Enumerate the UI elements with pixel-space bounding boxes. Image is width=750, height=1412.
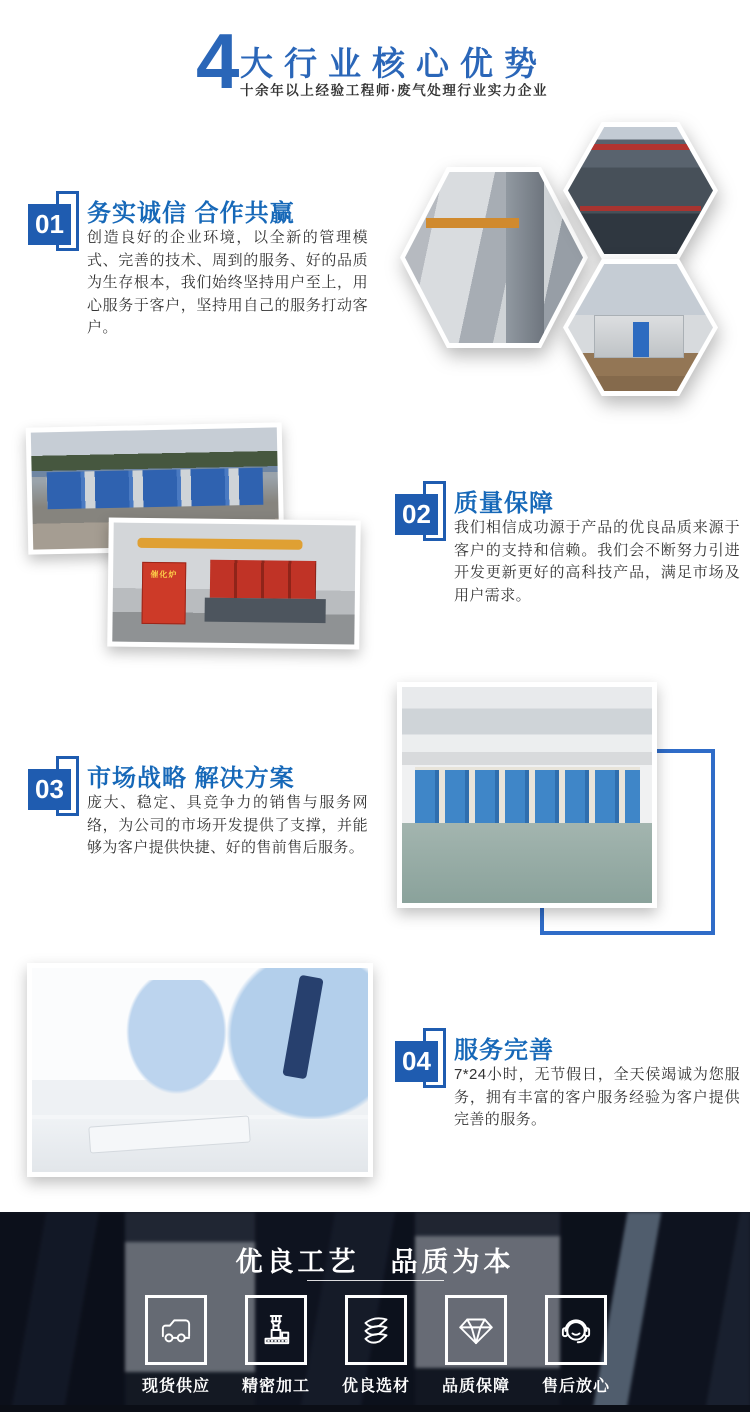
photo-detail [138,538,303,550]
machining-icon [255,1309,297,1351]
photo-detail [580,144,702,150]
feature-precision-machining [241,1295,310,1396]
customer-service-photo [27,963,373,1177]
photo-detail [633,322,649,356]
bottom-strip [0,1405,750,1412]
headset-icon [555,1309,597,1351]
header-subtitle: 十余年以上经验工程师·废气处理行业实力企业 [240,83,549,98]
feature-quality-guarantee [441,1295,510,1396]
photo-detail [210,559,317,598]
advantage-body: 创造良好的企业环境，以全新的管理模式、完善的技术、周到的服务、好的品质为生存根本，我们始终坚持用户至上，用心服务于客户，坚持用自己的服务打动客户。 [87,229,368,336]
diamond-icon [455,1309,497,1351]
feature-label: 售后放心 [541,1378,610,1395]
photo-image [112,523,355,645]
advantage-body: 庞大、稳定、具竞争力的销售与服务网络，为公司的市场开发提供了支撑，并能够为客户提供快捷、好的售前售后服务。 [87,794,368,856]
photo-detail [204,597,325,622]
advantage-number: 02 [395,494,438,535]
advantage-title: 质量保障 [454,490,554,517]
photo-detail [415,767,640,823]
feature-label: 品质保障 [441,1378,510,1395]
feature-box [245,1295,307,1365]
advantage-body: 我们相信成功源于产品的优良品质来源于客户的支持和信赖。我们会不断努力引进开发更新更好的高科技产品，满足市场及用户需求。 [454,519,740,604]
photo-image [32,968,368,1172]
hexagon-frame [400,167,588,348]
feature-list [141,1295,610,1396]
baghouse-photo [568,127,713,254]
photo-detail [402,823,652,903]
feature-label: 精密加工 [241,1378,310,1395]
advantage-number: 01 [28,204,71,245]
equipment-photo-hexagon-1 [400,167,588,348]
header-big-number: 4 [196,17,240,105]
feature-stock-supply [141,1295,210,1396]
hexagon-frame [563,122,718,259]
photo-image [402,687,652,903]
advantage-title: 服务完善 [454,1037,554,1064]
truck-icon [155,1309,197,1351]
photo-detail [119,980,233,1102]
feature-quality-materials [341,1295,410,1396]
feature-box [345,1295,407,1365]
feature-box [445,1295,507,1365]
feature-after-sales [541,1295,610,1396]
photo-detail [426,218,519,228]
site-photo-spray-booth [397,682,657,908]
photo-detail [506,172,543,343]
feature-box [545,1295,607,1365]
quality-banner [0,1212,750,1412]
advantage-number: 03 [28,769,71,810]
feature-label: 优良选材 [341,1378,410,1395]
feature-label: 现货供应 [141,1378,210,1395]
dust-collector-photo [405,172,583,343]
hexagon-frame [563,259,718,396]
catalytic-furnace-label: 催化炉 [150,570,178,580]
advantage-title: 务实诚信 合作共赢 [87,200,295,227]
photo-detail [46,468,263,510]
outdoor-unit-photo [568,264,713,391]
equipment-photo-hexagon-3 [563,259,718,396]
materials-icon [355,1309,397,1351]
equipment-photo-hexagon-2 [563,122,718,259]
site-photo-catalytic-furnace [107,517,361,649]
feature-box [145,1295,207,1365]
advantage-body: 7*24小时，无节假日，全天侯竭诚为您服务，拥有丰富的客户服务经验为客户提供完善的服务。 [454,1066,740,1128]
advantage-number: 04 [395,1041,438,1082]
advantage-title: 市场战略 解决方案 [87,765,295,792]
photo-detail [580,206,702,211]
page-title: 大行业核心优势 [240,45,548,82]
banner-title: 优良工艺 品质为本 [235,1247,515,1277]
divider-line [307,1280,444,1281]
catalytic-furnace-door [142,562,186,624]
